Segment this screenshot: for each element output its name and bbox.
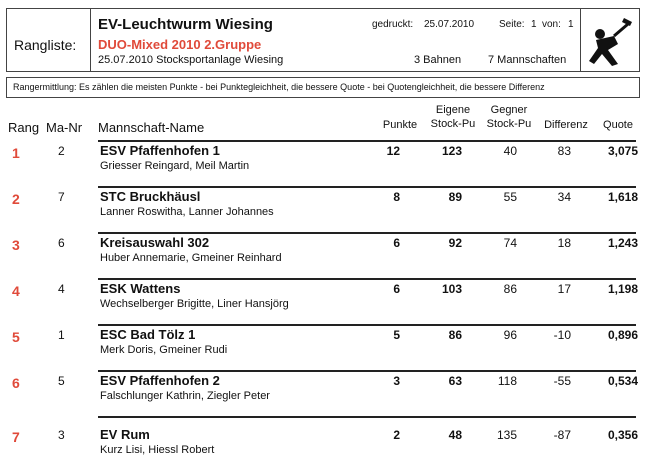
competition-subtitle: DUO-Mixed 2010 2.Gruppe [98, 37, 262, 52]
differenz: -10 [553, 328, 571, 342]
quote: 1,618 [607, 190, 638, 204]
quote: 0,356 [607, 428, 638, 442]
punkte: 12 [386, 144, 400, 158]
quote: 1,243 [607, 236, 638, 250]
eigene: 48 [448, 428, 462, 442]
eigene: 86 [448, 328, 462, 342]
of-label: von: [542, 19, 561, 30]
eigene: 89 [448, 190, 462, 204]
teams-count: 7 Mannschaften [488, 54, 567, 66]
rangliste-label: Rangliste: [14, 37, 77, 53]
team-name: Kreisauswahl 302 [100, 235, 210, 250]
team-players: Griesser Reingard, Meil Martin [100, 160, 250, 172]
event-title: EV-Leuchtwurm Wiesing [98, 16, 273, 33]
row-separator [98, 186, 636, 188]
row-separator [98, 416, 636, 418]
differenz: 18 [557, 236, 571, 250]
quote: 1,198 [607, 282, 638, 296]
col-gegner: Gegner [490, 104, 528, 116]
eigene: 103 [441, 282, 462, 296]
team-number: 6 [58, 236, 65, 250]
eigene: 92 [448, 236, 462, 250]
team-players: Merk Doris, Gmeiner Rudi [100, 344, 228, 356]
punkte: 5 [393, 328, 400, 342]
ranking-criteria: Rangermittlung: Es zählen die meisten Punkte - bei Punktegleichheit, die bessere Quote - bei Quotengleichheit, die bessere Differenz [6, 77, 640, 98]
team-number: 2 [58, 144, 65, 158]
differenz: -87 [553, 428, 571, 442]
differenz: 17 [557, 282, 571, 296]
row-separator [98, 140, 636, 142]
rank: 3 [12, 237, 20, 253]
col-eigene-sub: Stock-Pu [430, 118, 476, 130]
col-differenz: Differenz [544, 119, 588, 131]
team-name: ESK Wattens [100, 281, 181, 296]
gegner: 135 [496, 428, 517, 442]
punkte: 8 [393, 190, 400, 204]
col-rang: Rang [8, 120, 40, 135]
page-number: 1 [531, 19, 537, 30]
col-gegner-sub: Stock-Pu [486, 118, 532, 130]
differenz: 83 [557, 144, 571, 158]
team-players: Kurz Lisi, Hiessl Robert [100, 444, 215, 456]
stock-sport-player-icon [584, 12, 636, 68]
rank: 1 [12, 145, 20, 161]
quote: 0,896 [607, 328, 638, 342]
team-players: Wechselberger Brigitte, Liner Hansjörg [100, 298, 289, 310]
team-name: STC Bruckhäusl [100, 189, 201, 204]
col-quote: Quote [603, 119, 633, 131]
team-name: ESV Pfaffenhofen 2 [100, 373, 220, 388]
col-name: Mannschaft-Name [98, 120, 205, 135]
team-players: Falschlunger Kathrin, Ziegler Peter [100, 390, 270, 402]
differenz: 34 [557, 190, 571, 204]
rank: 4 [12, 283, 20, 299]
punkte: 6 [393, 236, 400, 250]
header-divider [580, 8, 581, 72]
team-number: 7 [58, 190, 65, 204]
gegner: 40 [503, 144, 517, 158]
team-players: Huber Annemarie, Gmeiner Reinhard [100, 252, 282, 264]
team-name: ESV Pfaffenhofen 1 [100, 143, 220, 158]
printed-date: 25.07.2010 [424, 19, 475, 30]
header-divider [90, 8, 91, 72]
team-name: EV Rum [100, 427, 150, 442]
col-eigene: Eigene [435, 104, 471, 116]
team-number: 1 [58, 328, 65, 342]
gegner: 86 [503, 282, 517, 296]
col-manr: Ma-Nr [46, 120, 83, 135]
lanes-count: 3 Bahnen [414, 54, 462, 66]
rank: 5 [12, 329, 20, 345]
page-total: 1 [568, 19, 574, 30]
gegner: 55 [503, 190, 517, 204]
row-separator [98, 370, 636, 372]
quote: 3,075 [607, 144, 638, 158]
punkte: 2 [393, 428, 400, 442]
team-number: 3 [58, 428, 65, 442]
printed-label: gedruckt: [372, 19, 414, 30]
page-label: Seite: [499, 19, 525, 30]
gegner: 118 [497, 374, 517, 388]
team-players: Lanner Roswitha, Lanner Johannes [100, 206, 274, 218]
differenz: -55 [553, 374, 571, 388]
team-number: 4 [58, 282, 65, 296]
gegner: 96 [503, 328, 517, 342]
rank: 7 [12, 429, 20, 445]
team-number: 5 [58, 374, 65, 388]
punkte: 3 [393, 374, 400, 388]
gegner: 74 [503, 236, 517, 250]
quote: 0,534 [607, 374, 638, 388]
rank: 6 [12, 375, 20, 391]
eigene: 123 [441, 144, 462, 158]
eigene: 63 [448, 374, 462, 388]
punkte: 6 [393, 282, 400, 296]
team-name: ESC Bad Tölz 1 [100, 327, 196, 342]
row-separator [98, 232, 636, 234]
row-separator [98, 278, 636, 280]
rank: 2 [12, 191, 20, 207]
col-punkte: Punkte [382, 119, 418, 131]
date-venue: 25.07.2010 Stocksportanlage Wiesing [98, 54, 284, 66]
row-separator [98, 324, 636, 326]
